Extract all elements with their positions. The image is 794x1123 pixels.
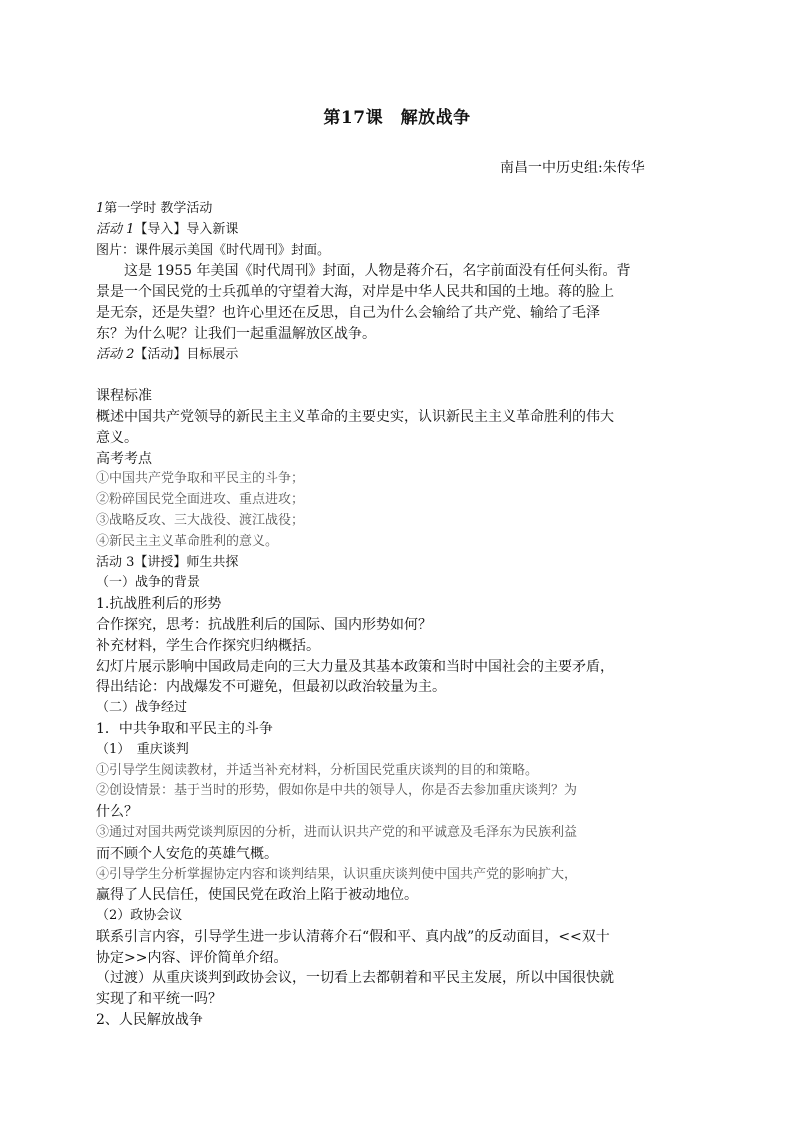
line-text: 2、人民解放战争	[96, 1012, 203, 1029]
line-text: 什么？	[96, 804, 138, 821]
document-body	[96, 199, 696, 1031]
line-text: 得出结论：内战爆发不可避免，但最初以政治较量为主。	[96, 679, 446, 696]
line-text: 这是 1955 年美国《时代周刊》封面，人物是蒋介石，名字前面没有任何头衔。背	[124, 263, 631, 280]
line-text: 联系引言内容，引导学生进一步认清蒋介石“假和平、真内战”的反动面目，<<双十	[96, 928, 610, 945]
text-line	[96, 261, 696, 282]
text-line	[96, 906, 696, 927]
text-line	[96, 449, 696, 470]
text-line	[96, 927, 696, 948]
line-text: ②创设情景：基于当时的形势，假如你是中共的领导人，你是否去参加重庆谈判？为	[96, 783, 578, 799]
line-text: 而不顾个人安危的英雄气概。	[96, 845, 278, 862]
text-line	[96, 199, 696, 220]
text-line	[96, 594, 696, 615]
text-line	[96, 532, 696, 553]
line-text: 东？为什么呢？让我们一起重温解放区战争。	[96, 325, 376, 342]
text-line	[96, 948, 696, 969]
line-text: 【导入】导入新课	[134, 221, 239, 237]
line-text: （2）政协会议	[96, 908, 183, 924]
text-line	[96, 719, 696, 740]
line-text: 实现了和平统一吗？	[96, 991, 222, 1008]
text-line	[96, 573, 696, 594]
text-line	[96, 1010, 696, 1031]
line-text: 是无奈，还是失望？也许心里还在反思，自己为什么会输给了共产党、输给了毛泽	[96, 304, 600, 321]
text-line	[96, 469, 696, 490]
text-line	[96, 761, 696, 782]
document-author: 南昌一中历史组:朱传华	[500, 160, 645, 176]
text-line	[96, 865, 696, 886]
line-text: 高考考点	[96, 450, 152, 467]
text-line	[96, 657, 696, 678]
line-text: ①引导学生阅读教材，并适当补充材料，分析国民党重庆谈判的目的和策略。	[96, 762, 539, 778]
line-text: 意义。	[96, 429, 138, 446]
text-line	[96, 989, 696, 1010]
text-line	[96, 636, 696, 657]
line-text: 幻灯片展示影响中国政局走向的三大力量及其基本政策和当时中国社会的主要矛盾，	[96, 658, 614, 675]
blank-line	[96, 365, 696, 386]
line-label: 活动 2	[96, 346, 135, 362]
line-text: （一）战争的背景	[96, 575, 201, 591]
text-line	[96, 303, 696, 324]
line-text: 赢得了人民信任，使国民党在政治上陷于被动地位。	[96, 887, 418, 904]
text-line	[96, 885, 696, 906]
line-text: ②粉碎国民党全面进攻、重点进攻；	[96, 492, 305, 508]
text-line	[96, 553, 696, 574]
text-line	[96, 615, 696, 636]
text-line	[96, 282, 696, 303]
document-title: 第17课 解放战争	[323, 108, 471, 128]
line-text: 1.抗战胜利后的形势	[96, 596, 222, 613]
line-text: ③通过对国共两党谈判原因的分析，进而认识共产党的和平诚意及毛泽东为民族利益	[96, 824, 578, 840]
line-text: （1） 重庆谈判	[96, 741, 189, 757]
text-line	[96, 968, 696, 989]
line-text: 协定>>内容、评价简单介绍。	[96, 949, 288, 966]
line-text: ③战略反攻、三大战役、渡江战役；	[96, 512, 305, 528]
text-line	[96, 802, 696, 823]
line-text: 活动 3【讲授】师生共探	[96, 554, 239, 570]
line-text: 景是一个国民党的士兵孤单的守望着大海，对岸是中华人民共和国的土地。蒋的脸上	[96, 284, 614, 301]
text-line	[96, 241, 696, 262]
text-line	[96, 386, 696, 407]
text-line	[96, 677, 696, 698]
line-label: 1	[96, 201, 105, 216]
text-line	[96, 698, 696, 719]
line-text: 1．中共争取和平民主的斗争	[96, 720, 273, 737]
text-line	[96, 490, 696, 511]
line-text: 图片：课件展示美国《时代周刊》封面。	[96, 242, 331, 258]
line-text: 概述中国共产党领导的新民主主义革命的主要史实，认识新民主主义革命胜利的伟大	[96, 408, 614, 425]
text-line	[96, 823, 696, 844]
line-text: 补充材料，学生合作探究归纳概括。	[96, 637, 320, 654]
line-text: （过渡）从重庆谈判到政协会议，一切看上去都朝着和平民主发展，所以中国很快就	[96, 970, 614, 987]
text-line	[96, 324, 696, 345]
line-text: ①中国共产党争取和平民主的斗争；	[96, 471, 305, 487]
text-line	[96, 781, 696, 802]
line-text: ④新民主主义革命胜利的意义。	[96, 533, 279, 549]
line-text: ④引导学生分析掌握协定内容和谈判结果，认识重庆谈判使中国共产党的影响扩大，	[96, 866, 578, 882]
line-text: 第一学时 教学活动	[104, 201, 213, 216]
line-label: 活动 1	[96, 221, 135, 237]
line-text: 【活动】目标展示	[134, 346, 239, 362]
text-line	[96, 844, 696, 865]
line-text: （二）战争经过	[96, 700, 188, 716]
text-line	[96, 428, 696, 449]
text-line	[96, 511, 696, 532]
text-line	[96, 740, 696, 761]
line-text: 课程标准	[96, 388, 152, 405]
text-line	[96, 407, 696, 428]
text-line	[96, 345, 696, 366]
text-line	[96, 220, 696, 241]
line-text: 合作探究，思考：抗战胜利后的国际、国内形势如何？	[96, 616, 432, 633]
